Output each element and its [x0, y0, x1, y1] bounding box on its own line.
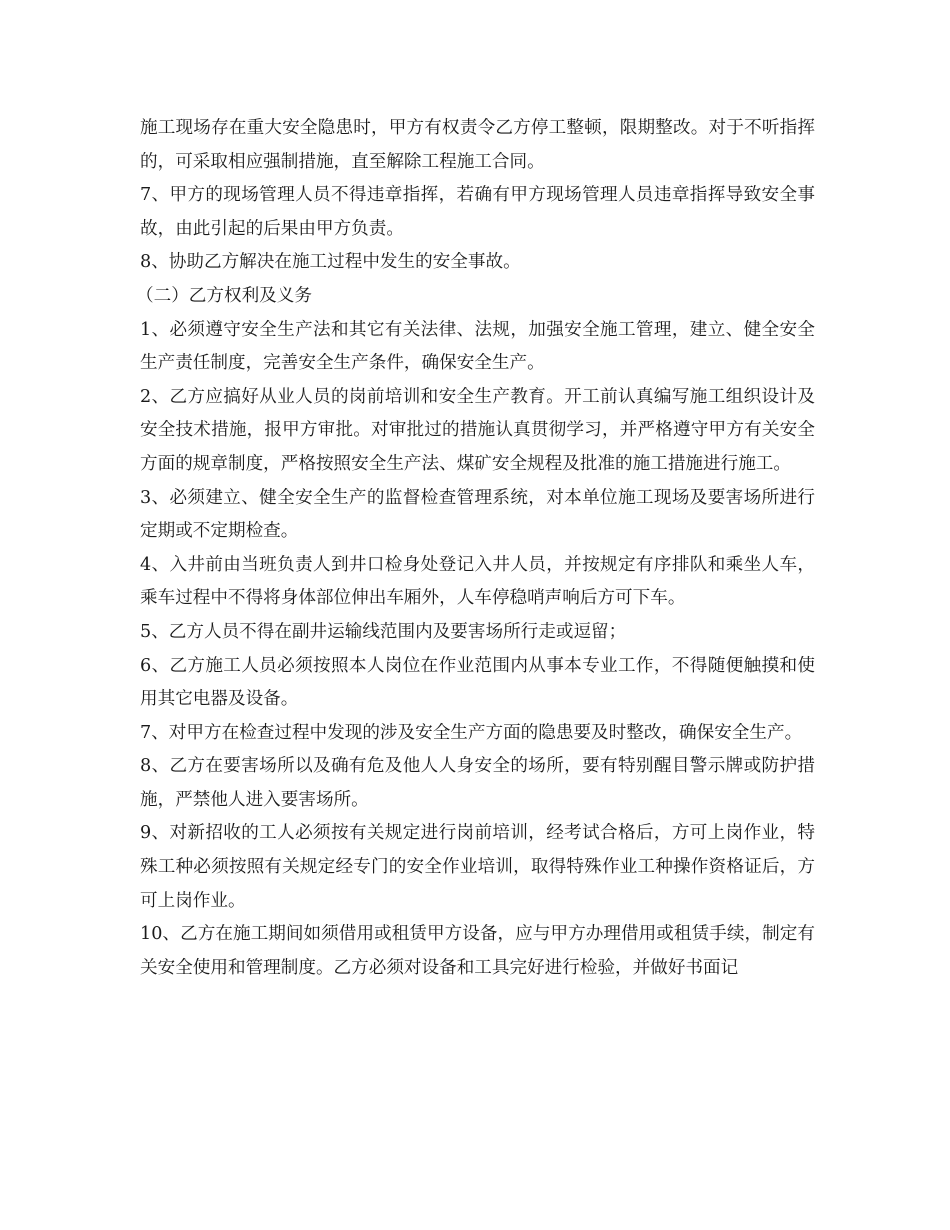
- paragraph: 6、乙方施工人员必须按照本人岗位在作业范围内从事本专业工作，不得随便触摸和使用其它电器及设备。: [140, 655, 815, 710]
- paragraph: 3、必须建立、健全安全生产的监督检查管理系统，对本单位施工现场及要害场所进行定期或不定期检查。: [140, 487, 815, 542]
- paragraph: 10、乙方在施工期间如须借用或租赁甲方设备，应与甲方办理借用或租赁手续，制定有关安全使用和管理制度。乙方必须对设备和工具完好进行检验，并做好书面记: [140, 924, 815, 978]
- paragraph: 5、乙方人员不得在副井运输线范围内及要害场所行走或逗留；: [140, 621, 627, 642]
- paragraph: 7、甲方的现场管理人员不得违章指挥，若确有甲方现场管理人员违章指挥导致安全事故，由此引起的后果由甲方负责。: [140, 185, 815, 239]
- paragraph: 9、对新招收的工人必须按有关规定进行岗前培训，经考试合格后，方可上岗作业，特殊工种必须按照有关规定经专门的安全作业培训，取得特殊作业工种操作资格证后，方可上岗作业。: [140, 823, 815, 911]
- paragraph: 8、协助乙方解决在施工过程中发生的安全事故。: [140, 252, 521, 273]
- paragraph: 4、入井前由当班负责人到井口检身处登记入井人员，并按规定有序排队和乘坐人车，乘车过程中不得将身体部位伸出车厢外，人车停稳哨声响后方可下车。: [140, 554, 815, 609]
- paragraph: 7、对甲方在检查过程中发现的涉及安全生产方面的隐患要及时整改，确保安全生产。: [140, 722, 803, 743]
- paragraph: 8、乙方在要害场所以及确有危及他人人身安全的场所，要有特别醒目警示牌或防护措施，严禁他人进入要害场所。: [140, 756, 815, 810]
- paragraph: 1、必须遵守安全生产法和其它有关法律、法规，加强安全施工管理，建立、健全安全生产责任制度，完善安全生产条件，确保安全生产。: [140, 319, 815, 374]
- paragraph: 2、乙方应搞好从业人员的岗前培训和安全生产教育。开工前认真编写施工组织设计及安全技术措施，报甲方审批。对审批过的措施认真贯彻学习，并严格遵守甲方有关安全方面的规章制度，严格按照安全生产法、煤矿安全规程及批准的施工措施进行施工。: [140, 386, 815, 474]
- paragraph: 施工现场存在重大安全隐患时，甲方有权责令乙方停工整顿，限期整改。对于不听指挥的，可采取相应强制措施，直至解除工程施工合同。: [140, 118, 815, 172]
- document-body: [136, 112, 815, 985]
- section-heading: （二）乙方权利及义务: [136, 285, 312, 306]
